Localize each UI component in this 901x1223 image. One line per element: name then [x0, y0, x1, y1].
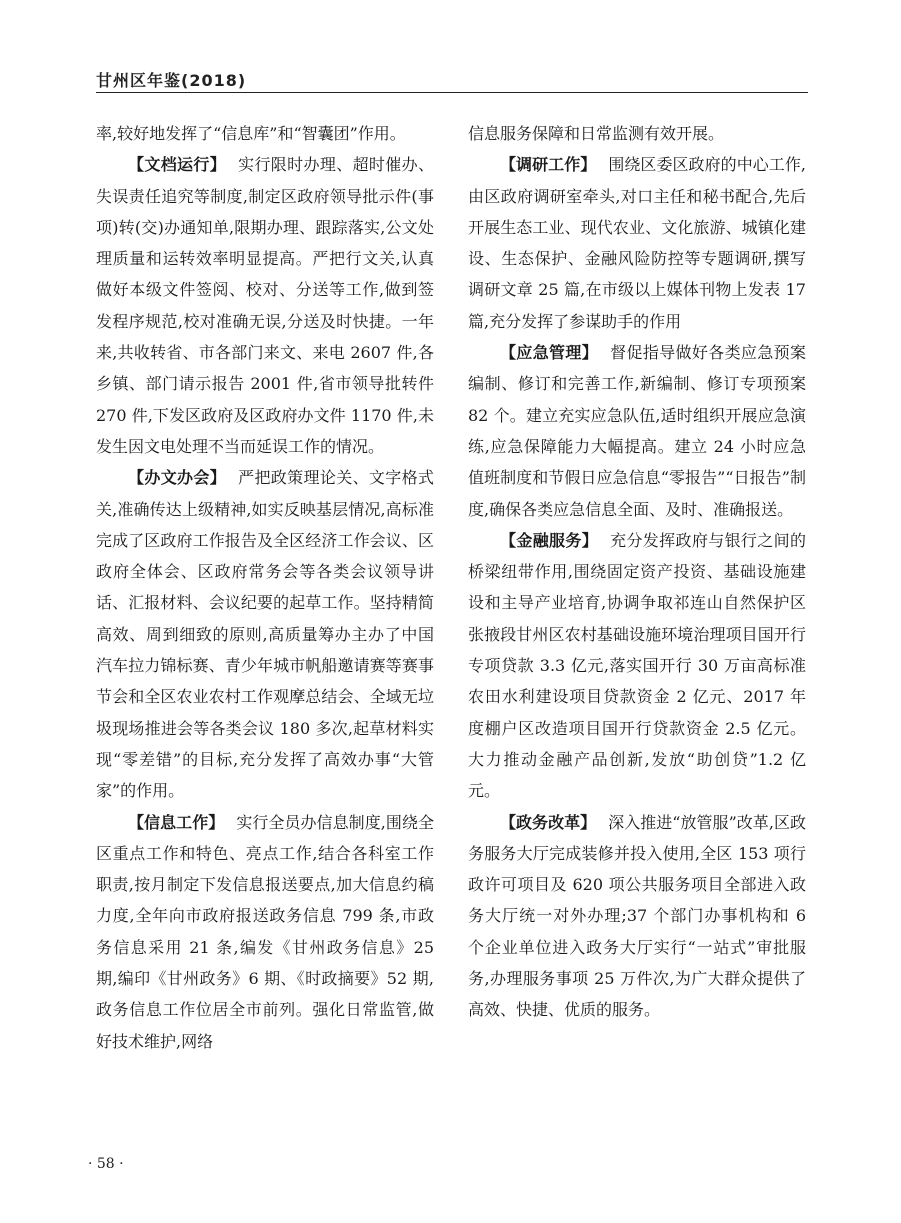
right-column [468, 118, 806, 1026]
section-tag: 【文档运行】 [128, 155, 227, 175]
paragraph-text: 督促指导做好各类应急预案编制、修订和完善工作,新编制、修订专项预案 82 个。建立充实应急队伍,适时组织开展应急演练,应急保障能力大幅提高。建立 24 小时应急值班制度和节假日应急信息“零报告”“日报告”制度,确保各类应急信息全面、及时、准确报送。 [468, 343, 806, 519]
running-header [96, 66, 808, 93]
paragraph-text: 实行限时办理、超时催办、失误责任追究等制度,制定区政府领导批示件(事项)转(交)办通知单,限期办理、跟踪落实,公文处理质量和运转效率明显提高。严把行文关,认真做好本级文件签阅、校对、分送等工作,做到签发程序规范,校对准确无误,分送及时快捷。一年来,共收转省、市各部门来文、来电 2607 件,各乡镇、部门请示报告 2001 件,省市领导批转件 270 件,下发区政府及区政府办文件 1170 件,未发生因文电处理不当而延误工作的情况。 [96, 155, 434, 456]
paragraph-text: 率,较好地发挥了“信息库”和“智囊团”作用。 [96, 124, 406, 143]
paragraph [96, 149, 434, 462]
paragraph-text: 严把政策理论关、文字格式关,准确传达上级精神,如实反映基层情况,高标准完成了区政府工作报告及全区经济工作会议、区政府全体会、区政府常务会等各类会议领导讲话、汇报材料、会议纪要的起草工作。坚持精简高效、周到细致的原则,高质量筹办主办了中国汽车拉力锦标赛、青少年城市帆船邀请赛等赛事节会和全区农业农村工作观摩总结会、全域无垃圾现场推进会等各类会议 180 多次,起草材料实现“零差错”的目标,充分发挥了高效办事“大管家”的作用。 [96, 468, 434, 801]
paragraph-text: 深入推进“放管服”改革,区政务服务大厅完成装修并投入使用,全区 153 项行政许可项目及 620 项公共服务项目全部进入政务大厅统一对外办理;37 个部门办事机构和 6 个企业单位进入政务大厅实行“一站式”审批服务,办理服务事项 25 万件次,为广大群众提供了高效、快捷、优质的服务。 [468, 812, 806, 1020]
page-number: · 58 · [88, 1156, 124, 1172]
section-tag: 【信息工作】 [128, 812, 225, 832]
paragraph [96, 807, 434, 1057]
section-tag: 【应急管理】 [500, 343, 599, 363]
section-tag: 【办文办会】 [128, 468, 227, 488]
paragraph-text: 围绕区委区政府的中心工作,由区政府调研室牵头,对口主任和秘书配合,先后开展生态工业、现代农业、文化旅游、城镇化建设、生态保护、金融风险防控等专题调研,撰写调研文章 25 篇,在市级以上媒体刊物上发表 17 篇,充分发挥了参谋助手的作用 [468, 155, 806, 331]
paragraph [96, 118, 434, 149]
paragraph [468, 807, 806, 1026]
paragraph [468, 118, 806, 149]
section-tag: 【政务改革】 [500, 812, 597, 832]
left-column [96, 118, 434, 1057]
section-tag: 【金融服务】 [500, 530, 599, 550]
running-header-title: 甘州区年鉴(2018) [96, 71, 247, 90]
paragraph [468, 525, 806, 807]
section-tag: 【调研工作】 [500, 155, 597, 175]
paragraph [468, 149, 806, 337]
paragraph-text: 信息服务保障和日常监测有效开展。 [468, 124, 725, 143]
paragraph-text: 实行全员办信息制度,围绕全区重点工作和特色、亮点工作,结合各科室工作职责,按月制定下发信息报送要点,加大信息约稿力度,全年向市政府报送政务信息 799 条,市政务信息采用 21 条,编发《甘州政务信息》25 期,编印《甘州政务》6 期、《时政摘要》52 期,政务信息工作位居全市前列。强化日常监管,做好技术维护,网络 [96, 812, 434, 1051]
paragraph [96, 462, 434, 806]
paragraph-text: 充分发挥政府与银行之间的桥梁纽带作用,围绕固定资产投资、基础设施建设和主导产业培育,协调争取祁连山自然保护区张掖段甘州区农村基础设施环境治理项目国开行专项贷款 3.3 亿元,落实国开行 30 万亩高标准农田水利建设项目贷款资金 2 亿元、2017 年度棚户区改造项目国开行贷款资金 2.5 亿元。大力推动金融产品创新,发放“助创贷”1.2 亿元。 [468, 530, 806, 801]
paragraph [468, 337, 806, 525]
